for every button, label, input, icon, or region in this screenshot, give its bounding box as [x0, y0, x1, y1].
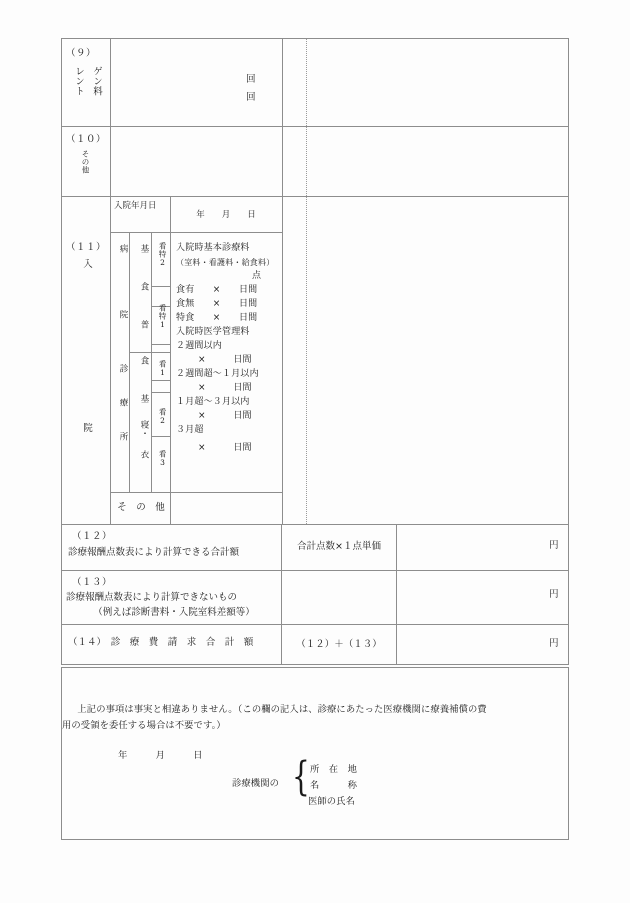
row9-unit-1: 回 [246, 74, 256, 85]
row9-label-left: レント [73, 66, 84, 96]
institution-label: 診療機関の [232, 778, 279, 789]
admission-date-fields: 年 月 日 [196, 210, 256, 221]
inpatient-body-line-13: × 日間 [198, 411, 252, 421]
divider-row12-row13 [61, 570, 569, 571]
row10-number: （１０） [66, 134, 107, 145]
divider-row13-row14 [61, 624, 569, 625]
row12-unit: 円 [549, 540, 559, 551]
facility-label-hospital-2: 院 [118, 310, 128, 319]
divider-admission-header [110, 232, 282, 233]
inpatient-body-line-14: ３月超 [176, 425, 204, 435]
inpatient-body-line-9: × 日間 [198, 355, 252, 365]
inpatient-body-line-4: 食有 × 日間 [176, 285, 258, 295]
row12-number: （１２） [72, 531, 113, 542]
nursing-label-4: 看2 [158, 408, 168, 426]
nursing-label-1: 看特2 [158, 242, 168, 268]
row14-value [402, 637, 542, 653]
declaration-date-line: 年 月 日 [118, 750, 203, 761]
meal-label-basic-1: 基 [139, 244, 149, 253]
row9-unit-2: 回 [246, 92, 256, 103]
row11-label-bottom: 院 [83, 422, 93, 434]
inpatient-body-line-8: ２週間以内 [176, 341, 223, 351]
meal-label-normal-2: 食 [139, 356, 149, 365]
institution-field-address: 所 在 地 [310, 764, 357, 775]
meal-label-normal-1: 普 [139, 320, 149, 329]
row12-formula: 合計点数×１点単価 [297, 540, 381, 552]
declaration-line-1: 上記の事項は事実と相違ありません。（この欄の記入は、診療にあたった医療機関に療養補償の費 [68, 704, 487, 715]
facility-label-clinic-1: 診 [118, 364, 128, 373]
inpatient-body-line-10: ２週間超〜１月以内 [176, 369, 259, 379]
inpatient-body-line-5: 食無 × 日間 [176, 299, 258, 309]
meal-label-bedding-2: 寝・ [139, 420, 149, 438]
inpatient-body-line-15: × 日間 [198, 443, 252, 453]
row11-right-divider [282, 196, 283, 524]
row11-other-label: そ の 他 [117, 501, 165, 513]
meal-label-basic-2: 食 [139, 282, 149, 291]
inpatient-body-line-6: 特食 × 日間 [176, 313, 258, 323]
row14-unit: 円 [549, 638, 559, 649]
row9-label-right: ゲン料 [91, 66, 102, 96]
row13-unit: 円 [549, 589, 559, 600]
nursing-divider-3 [151, 344, 170, 345]
facility-label-hospital-1: 病 [118, 244, 128, 253]
row13-description-sub: （例えば診断書料・入院室料差額等） [93, 606, 255, 618]
facility-col-divider [129, 232, 130, 492]
row12-14-col2-divider [396, 524, 397, 665]
row14-formula: （１２）＋（１３） [296, 638, 382, 650]
inpatient-body-line-7: 入院時医学管理料 [176, 327, 250, 337]
row11-label-top: 入 [83, 258, 93, 270]
nursing-label-5: 看3 [158, 450, 168, 468]
row14-label: （１４） 診 療 費 請 求 合 計 額 [68, 637, 254, 648]
institution-field-name: 名 称 [310, 780, 357, 791]
nursing-divider-4 [151, 392, 170, 393]
admission-date-col-divider [170, 196, 171, 232]
row12-value [402, 539, 542, 555]
dotted-guide-line [306, 39, 307, 524]
facility-divider-1 [129, 352, 170, 353]
institution-field-doctor: 医師の氏名 [308, 796, 355, 807]
meal-label-bedding-3: 衣 [139, 450, 149, 459]
facility-label-clinic-2: 療 [118, 398, 128, 407]
row13-description: 診療報酬点数表により計算できないもの [66, 592, 238, 603]
meal-col-divider [151, 232, 152, 492]
nursing-divider-5 [151, 436, 170, 437]
meal-label-bedding-1: 基 [139, 394, 149, 403]
facility-label-clinic-3: 所 [118, 432, 128, 441]
nursing-label-2: 看特1 [158, 304, 168, 330]
row11-number: （１１） [66, 242, 107, 253]
inpatient-body-line-2: （室料・看護料・給食料） [176, 258, 275, 267]
admission-date-header: 入院年月日 [114, 201, 157, 211]
inpatient-body-line-1: 入院時基本診療料 [176, 243, 250, 253]
row10-right-divider [282, 126, 283, 196]
divider-row11-other [110, 492, 282, 493]
divider-row9-row10 [61, 126, 569, 127]
brace-glyph: { [292, 754, 310, 800]
row10-label: その他 [81, 150, 90, 174]
inpatient-body-line-12: １月超〜３月以内 [176, 397, 250, 407]
row13-formula [283, 589, 395, 605]
row13-number: （１３） [72, 577, 113, 588]
declaration-line-2: 用の受領を委任する場合は不要です。） [62, 720, 226, 731]
row9-number: （９） [66, 48, 97, 59]
nursing-label-3: 看1 [158, 360, 168, 378]
divider-row10-row11 [61, 196, 569, 197]
row13-value [402, 589, 542, 605]
row9-right-divider [282, 38, 283, 126]
row12-description: 診療報酬点数表により計算できる合計額 [68, 547, 240, 558]
label-column-divider [110, 38, 111, 524]
nursing-divider-2 [151, 286, 170, 287]
nursing-col-divider [170, 232, 171, 524]
inpatient-body-line-11: × 日間 [198, 383, 252, 393]
divider-row11-row12 [61, 524, 569, 525]
inpatient-body-line-3: 点 [252, 271, 262, 281]
